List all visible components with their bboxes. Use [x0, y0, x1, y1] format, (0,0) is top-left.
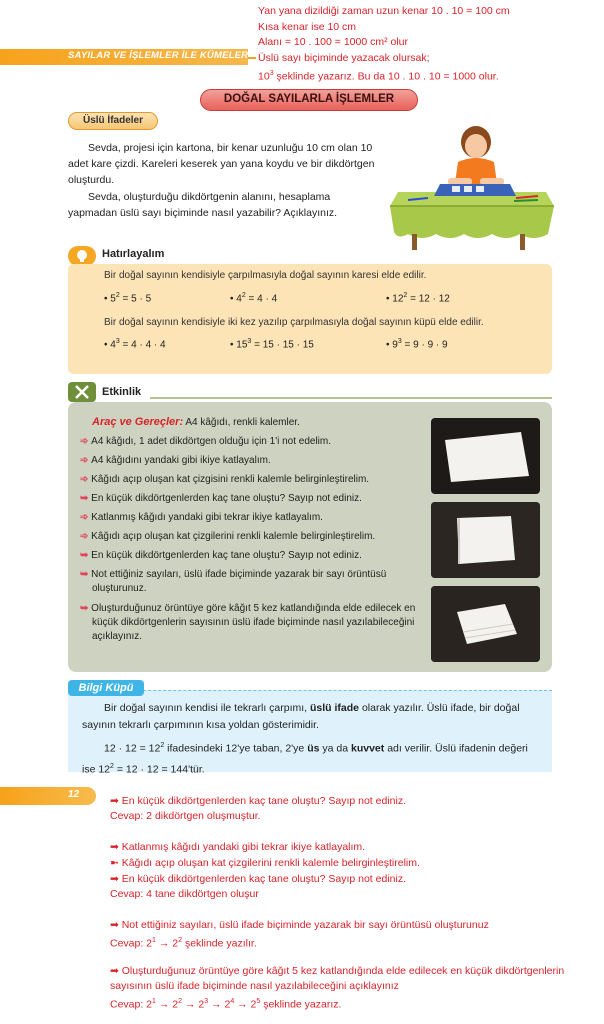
cube-example: • $15^3 = 15 \cdot 15 \cdot 15$ — [230, 338, 314, 351]
note-line: Yan yana dizildiği zaman uzun kenar 10 . 10 = 100 cm — [258, 5, 510, 17]
tools-icon — [68, 382, 96, 402]
answer-question: ➡ Oluşturduğunuz örüntüye göre kâğıt 5 kez katlandığında elde edilecek en küçük dikdörtgenlerin sayısının üslü ifade biçiminde nasıl yazılabileceğini açıklayınız — [110, 965, 565, 992]
activity-step: ➾ Katlanmış kâğıdı yandaki gibi tekrar ikiye katlayalım. — [80, 512, 323, 523]
activity-step: ➥ En küçük dikdörtgenlerden kaç tane oluştu? Sayıp not ediniz. — [80, 550, 362, 561]
divider — [248, 57, 256, 59]
answer-text: Cevap: 2 dikdörtgen oluşmuştur. — [110, 810, 261, 822]
folded-paper-photo — [431, 502, 540, 578]
activity-title: Etkinlik — [102, 386, 142, 398]
intro-question: Sevda, oluşturduğu dikdörtgenin alanını, hesaplama yapmadan üslü sayı biçiminde nasıl yazabilir? Açıklayınız. — [68, 191, 338, 219]
answer-question: ➼ Kâğıdı açıp oluşan kat çizgilerini renkli kalemle belirginleştirelim. — [110, 857, 420, 869]
note-line: $10^3$ şeklinde yazarız. Bu da 10 . 10 . 10 = 1000 olur. — [258, 70, 499, 83]
answer-question: ➡ Katlanmış kâğıdı yandaki gibi tekrar ikiye katlayalım. — [110, 841, 366, 853]
activity-step: ➥ Not ettiğiniz sayıları, üslü ifade biçiminde yazarak bir sayı örüntüsü oluşturunuz. — [80, 569, 387, 594]
multi-fold-paper-photo — [431, 586, 540, 662]
reminder-title: Hatırlayalım — [102, 248, 165, 260]
girl-at-table-illustration — [388, 122, 554, 252]
reminder-cube-definition: Bir doğal sayının kendisiyle iki kez yazılıp çarpılmasıyla doğal sayının küpü elde edilir. — [104, 317, 484, 328]
activity-step: ➥ En küçük dikdörtgenlerden kaç tane oluştu? Sayıp not ediniz. — [80, 493, 362, 504]
cube-example: • $9^3 = 9 \cdot 9 \cdot 9$ — [386, 338, 448, 351]
note-line: Üslü sayı biçiminde yazacak olursak; — [258, 51, 430, 64]
info-box-tag: Bilgi Küpü — [68, 680, 144, 696]
note-line: Kısa kenar ise 10 cm — [258, 20, 357, 33]
intro-paragraph: Sevda, projesi için kartona, bir kenar uzunluğu 10 cm olan 10 adet kare çizdi. Kareleri keserek yan yana koydu ve bir dikdörtgen oluşturdu. — [68, 142, 375, 186]
top-note — [258, 4, 598, 85]
paper-photo — [431, 418, 540, 494]
divider — [150, 397, 552, 399]
chapter-title: SAYILAR VE İŞLEMLER İLE KÜMELER — [68, 50, 249, 61]
square-example: • $12^2 = 12 \cdot 12$ — [386, 292, 450, 305]
activity-step: ➾ Kâğıdı açıp oluşan kat çizgilerini renkli kalemle belirginleştirelim. — [80, 531, 376, 542]
answer-question: ➡ En küçük dikdörtgenlerden kaç tane oluştu? Sayıp not ediniz. — [110, 795, 406, 807]
square-example: • $4^2 = 4 \cdot 4$ — [230, 292, 278, 305]
section-title: DOĞAL SAYILARLA İŞLEMLER — [200, 89, 418, 111]
cube-example: • $4^3 = 4 \cdot 4 \cdot 4$ — [104, 338, 166, 351]
answer-text: Cevap: $2^1 \to 2^2$ şeklinde yazılır. — [110, 937, 257, 950]
activity-step: ➾ Kâğıdı açıp oluşan kat çizgisini renkli kalemle belirginleştirelim. — [80, 474, 370, 485]
answer-question: ➡ En küçük dikdörtgenlerden kaç tane oluştu? Sayıp not ediniz. — [110, 873, 406, 885]
info-paragraph: Bir doğal sayının kendisi ile tekrarlı çarpımı, üslü ifade olarak yazılır. Üslü ifade, bir doğal sayının tekrarlı çarpımının kısa yoldan gösterimidir. — [82, 702, 520, 731]
subsection-title: Üslü İfadeler — [68, 112, 158, 130]
lightbulb-icon — [68, 246, 96, 266]
activity-step: ➾ A4 kâğıdı, 1 adet dikdörtgen olduğu için 1'i not edelim. — [80, 436, 332, 447]
square-example: • $5^2 = 5 \cdot 5$ — [104, 292, 152, 305]
answer-question: ➡ Not ettiğiniz sayıları, üslü ifade biçiminde yazarak bir sayı örüntüsü oluşturunuz — [110, 919, 489, 931]
activity-step: ➥ Oluşturduğunuz örüntüye göre kâğıt 5 kez katlandığında elde edilecek en küçük dikdörtgenlerin sayısının üslü ifade biçiminde nasıl yazılabileceğini açıklayınız. — [80, 603, 416, 642]
materials-line: Araç ve Gereçler: A4 kâğıdı, renkli kalemler. — [92, 416, 300, 428]
answer-text: Cevap: 4 tane dikdörtgen oluşur — [110, 888, 259, 900]
page-number-tab — [0, 787, 96, 805]
info-paragraph: $12 \cdot 12 = 12^2$ ifadesindeki 12'ye taban, 2'ye üs ya da kuvvet adı verilir. Üslü ifadenin değeri ise $12^2 = 12 \cdot 12$ = 144'tür. — [82, 742, 528, 775]
answer-text: Cevap: $2^1 \to 2^2 \to 2^3 \to 2^4 \to 2^5$ şeklinde yazarız. — [110, 998, 342, 1011]
note-line: Alanı = 10 . 100 = 1000 cm² olur — [258, 36, 409, 48]
reminder-square-definition: Bir doğal sayının kendisiyle çarpılmasıyla doğal sayının karesi elde edilir. — [104, 270, 427, 281]
page-number: 12 — [68, 789, 80, 800]
activity-step: ➾ A4 kâğıdını yandaki gibi ikiye katlayalım. — [80, 455, 271, 466]
